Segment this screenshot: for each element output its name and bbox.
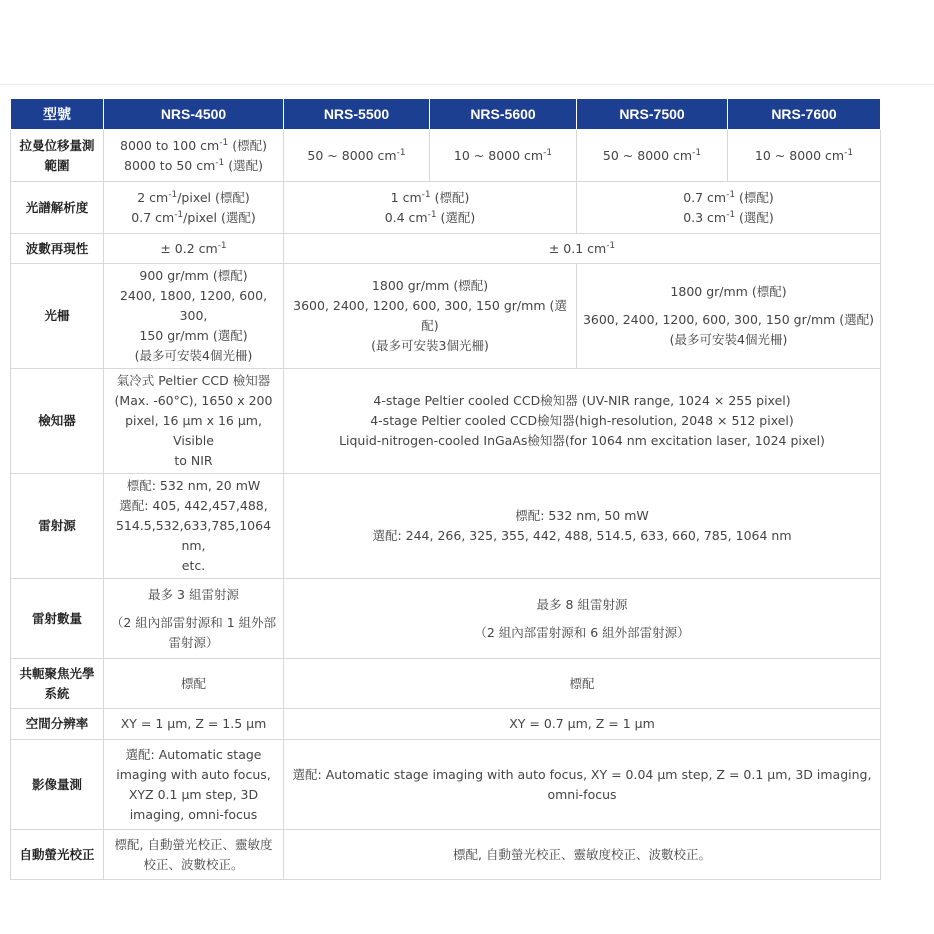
cell-others: 標配, 自動螢光校正、靈敏度校正、波數校正。 bbox=[284, 830, 881, 880]
value-line: 1800 gr/mm (標配) bbox=[670, 284, 787, 299]
value-line: 4-stage Peltier cooled CCD檢知器(high-resolution, 2048 × 512 pixel) bbox=[370, 413, 794, 428]
value-line: 選配: Automatic stage bbox=[125, 746, 262, 762]
value-line: etc. bbox=[181, 558, 206, 573]
spec-table-wrapper bbox=[10, 98, 880, 880]
row-raman-shift bbox=[11, 130, 881, 182]
cell-others: ± 0.1 $cm^{-1}$ bbox=[284, 234, 881, 264]
cell-nrs4500: XY = 1 µm, Z = 1.5 µm bbox=[104, 709, 284, 740]
value-line: 8000 to 50 $cm^{-1}$ (選配) bbox=[124, 157, 263, 173]
cell-nrs4500 bbox=[104, 579, 284, 659]
value-line: to NIR bbox=[174, 453, 213, 468]
value-line: 氣冷式 Peltier CCD 檢知器 bbox=[116, 373, 271, 388]
value-line: 選配: Automatic stage imaging with auto focus, XY = 0.04 µm step, Z = 0.1 µm, 3D imaging, bbox=[292, 766, 872, 782]
value-line: 雷射源） bbox=[168, 634, 219, 650]
value-line: 標配, 自動螢光校正、靈敏度 bbox=[114, 836, 273, 852]
value-line: omni-focus bbox=[547, 786, 617, 802]
value-line: (最多可安裝4個光柵) bbox=[134, 348, 253, 363]
cell-others bbox=[284, 474, 881, 579]
value-line: 最多 3 組雷射源 bbox=[148, 586, 239, 602]
value-line: 0.3 $cm^{-1}$ (選配) bbox=[683, 209, 774, 225]
header-nrs-7500: NRS-7500 bbox=[577, 99, 728, 130]
row-label: 波數再現性 bbox=[11, 234, 104, 264]
value-line: 150 gr/mm (選配) bbox=[139, 328, 248, 343]
table-header-row bbox=[11, 99, 881, 130]
value-line: 3600, 2400, 1200, 600, 300, 150 gr/mm (選配) bbox=[293, 298, 567, 333]
cell-nrs4500 bbox=[104, 474, 284, 579]
value-line: 2 $cm^{-1}$/pixel (標配) bbox=[137, 189, 250, 205]
value-line: 1 $cm^{-1}$ (標配) bbox=[390, 189, 470, 205]
spec-table bbox=[10, 98, 881, 880]
cell-nrs4500 bbox=[104, 264, 284, 369]
row-label: 檢知器 bbox=[11, 369, 104, 474]
cell-nrs7600: 10 ~ 8000 $cm^{-1}$ bbox=[728, 130, 881, 182]
cell-nrs4500: ± 0.2 $cm^{-1}$ bbox=[104, 234, 284, 264]
value-line: 校正、波數校正。 bbox=[143, 856, 244, 872]
value-line: 0.7 $cm^{-1}$/pixel (選配) bbox=[131, 209, 256, 225]
value-line: （2 組內部雷射源和 1 組外部 bbox=[110, 614, 277, 630]
row-label: 自動螢光校正 bbox=[11, 830, 104, 880]
row-label bbox=[11, 130, 104, 182]
value-line: Liquid-nitrogen-cooled InGaAs檢知器(for 1064 nm excitation laser, 1024 pixel) bbox=[339, 433, 825, 448]
value-line: 514.5,532,633,785,1064 nm, bbox=[115, 518, 272, 553]
value-line: 900 gr/mm (標配) bbox=[139, 268, 248, 283]
value-line: XYZ 0.1 µm step, 3D bbox=[128, 786, 259, 802]
value-line: imaging with auto focus, bbox=[116, 766, 271, 782]
row-auto-calibration bbox=[11, 830, 881, 880]
header-nrs-5600: NRS-5600 bbox=[430, 99, 577, 130]
row-label: 光譜解析度 bbox=[11, 182, 104, 234]
header-nrs-7600: NRS-7600 bbox=[728, 99, 881, 130]
cell-nrs5600: 10 ~ 8000 $cm^{-1}$ bbox=[430, 130, 577, 182]
cell-nrs4500 bbox=[104, 740, 284, 830]
label-line: 範圍 bbox=[44, 157, 70, 173]
row-imaging bbox=[11, 740, 881, 830]
row-grating bbox=[11, 264, 881, 369]
value-line: 標配: 532 nm, 50 mW bbox=[515, 508, 649, 523]
label-line: 拉曼位移量測 bbox=[19, 137, 95, 153]
cell-nrs4500 bbox=[104, 130, 284, 182]
cell-nrs4500: 標配 bbox=[104, 659, 284, 709]
row-label: 空間分辨率 bbox=[11, 709, 104, 740]
row-laser-count bbox=[11, 579, 881, 659]
cell-nrs4500 bbox=[104, 369, 284, 474]
value-line: 1800 gr/mm (標配) bbox=[371, 278, 489, 293]
line-gap bbox=[580, 302, 877, 310]
row-label: 雷射源 bbox=[11, 474, 104, 579]
value-line: 0.4 $cm^{-1}$ (選配) bbox=[384, 209, 476, 225]
header-model-label: 型號 bbox=[11, 99, 104, 130]
header-nrs-4500: NRS-4500 bbox=[104, 99, 284, 130]
row-detector bbox=[11, 369, 881, 474]
cell-others bbox=[284, 369, 881, 474]
cell-nrs7500-7600 bbox=[577, 182, 881, 234]
value-line: (Max. -60°C), 1650 x 200 bbox=[114, 393, 273, 408]
value-line: 8000 to 100 $cm^{-1}$ (標配) bbox=[120, 137, 267, 153]
cell-nrs4500 bbox=[104, 830, 284, 880]
value-line: (最多可安裝4個光柵) bbox=[669, 332, 788, 347]
cell-others bbox=[284, 579, 881, 659]
cell-nrs5500: 50 ~ 8000 $cm^{-1}$ bbox=[284, 130, 430, 182]
cell-nrs4500 bbox=[104, 182, 284, 234]
cell-others: XY = 0.7 µm, Z = 1 µm bbox=[284, 709, 881, 740]
top-divider bbox=[0, 84, 934, 85]
row-label bbox=[11, 659, 104, 709]
value-line: 選配: 405, 442,457,488, bbox=[119, 498, 268, 513]
label-line: 共軛聚焦光學 bbox=[19, 665, 95, 681]
value-line: 4-stage Peltier cooled CCD檢知器 (UV-NIR range, 1024 × 255 pixel) bbox=[373, 393, 791, 408]
value-line: (最多可安裝3個光柵) bbox=[371, 338, 489, 353]
value-line: pixel, 16 µm x 16 µm, Visible bbox=[125, 413, 262, 448]
line-gap bbox=[287, 615, 877, 623]
value-line: 選配: 244, 266, 325, 355, 442, 488, 514.5, 633, 660, 785, 1064 nm bbox=[372, 528, 792, 543]
value-line: 最多 8 組雷射源 bbox=[536, 596, 628, 612]
cell-nrs7500: 50 ~ 8000 $cm^{-1}$ bbox=[577, 130, 728, 182]
value-line: 3600, 2400, 1200, 600, 300, 150 gr/mm (選配) bbox=[582, 312, 875, 327]
cell-nrs7500-7600 bbox=[577, 264, 881, 369]
value-line: 2400, 1800, 1200, 600, 300, bbox=[119, 288, 268, 323]
value-line: 0.7 $cm^{-1}$ (標配) bbox=[683, 189, 774, 205]
row-label: 影像量測 bbox=[11, 740, 104, 830]
cell-others: 標配 bbox=[284, 659, 881, 709]
row-laser bbox=[11, 474, 881, 579]
row-label: 光柵 bbox=[11, 264, 104, 369]
cell-nrs5500-5600 bbox=[284, 182, 577, 234]
value-line: （2 組內部雷射源和 6 組外部雷射源） bbox=[474, 624, 690, 640]
value-line: 標配: 532 nm, 20 mW bbox=[126, 478, 261, 493]
row-reproducibility bbox=[11, 234, 881, 264]
row-confocal bbox=[11, 659, 881, 709]
cell-nrs5500-5600 bbox=[284, 264, 577, 369]
row-label: 雷射數量 bbox=[11, 579, 104, 659]
value-line: imaging, omni-focus bbox=[129, 806, 258, 822]
cell-others bbox=[284, 740, 881, 830]
row-spatial bbox=[11, 709, 881, 740]
row-resolution bbox=[11, 182, 881, 234]
line-gap bbox=[107, 605, 280, 613]
label-line: 系統 bbox=[44, 685, 70, 701]
header-nrs-5500: NRS-5500 bbox=[284, 99, 430, 130]
